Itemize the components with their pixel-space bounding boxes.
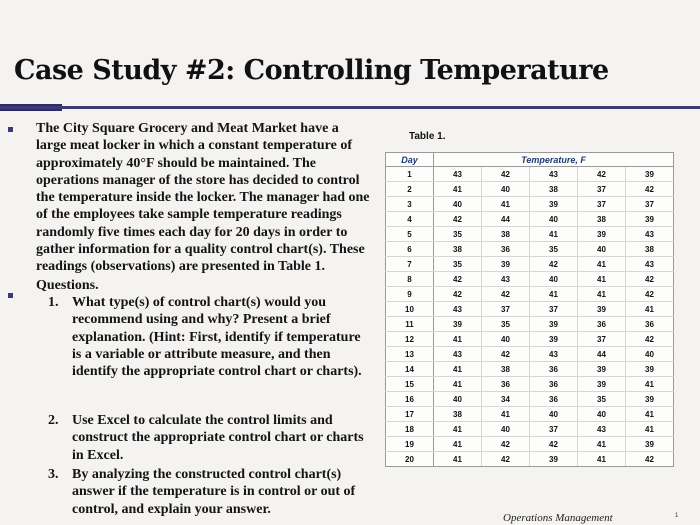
temperature-cell: 40	[578, 407, 626, 422]
question-number: 2.	[48, 413, 59, 428]
day-cell: 1	[386, 167, 434, 182]
temperature-cell: 39	[626, 167, 674, 182]
temperature-cell: 40	[482, 332, 530, 347]
question-text: What type(s) of control chart(s) would you recommend using and why? Present a brief explanation. (Hint: First, identify if temperature is a variable or attribute measure, and then identify the appropriate control chart or charts).	[72, 294, 362, 380]
temperature-cell: 37	[578, 197, 626, 212]
temperature-cell: 42	[434, 287, 482, 302]
temperature-cell: 42	[482, 437, 530, 452]
table-row	[386, 407, 674, 422]
day-cell: 20	[386, 452, 434, 467]
day-cell: 13	[386, 347, 434, 362]
temperature-cell: 39	[530, 332, 578, 347]
temperature-cell: 43	[434, 347, 482, 362]
temperature-cell: 39	[530, 197, 578, 212]
temperature-cell: 42	[626, 287, 674, 302]
temperature-cell: 41	[434, 422, 482, 437]
temperature-cell: 39	[530, 452, 578, 467]
table-row	[386, 227, 674, 242]
question-1	[36, 294, 371, 380]
day-cell: 18	[386, 422, 434, 437]
temperature-cell: 40	[434, 392, 482, 407]
temperature-cell: 42	[626, 272, 674, 287]
table-row	[386, 257, 674, 272]
temperature-cell: 36	[578, 317, 626, 332]
temperature-cell: 39	[578, 377, 626, 392]
table-row	[386, 302, 674, 317]
temperature-cell: 42	[530, 437, 578, 452]
table-row	[386, 167, 674, 182]
temperature-cell: 40	[434, 197, 482, 212]
question-number: 3.	[48, 467, 59, 482]
question-text: Use Excel to calculate the control limits and construct the appropriate control chart or charts in Excel.	[72, 413, 364, 463]
day-cell: 6	[386, 242, 434, 257]
temperature-cell: 42	[482, 287, 530, 302]
temperature-table	[385, 152, 674, 467]
day-cell: 17	[386, 407, 434, 422]
temperature-cell: 39	[578, 227, 626, 242]
day-cell: 10	[386, 302, 434, 317]
table-row	[386, 362, 674, 377]
table-row	[386, 332, 674, 347]
intro-paragraph: The City Square Grocery and Meat Market have a large meat locker in which a constant temperature of approximately 40°F should be maintained. The operations manager of the store has decided to control the temperature inside the locker. The manager had one of the employees take sample temperature readings randomly five times each day for 20 days in order to gather information for a quality control chart(s). These readings (observations) are presented in Table 1.	[36, 121, 370, 275]
questions-label: Questions.	[36, 277, 99, 293]
table-row	[386, 242, 674, 257]
temperature-cell: 39	[626, 362, 674, 377]
footer-text: Operations Management	[503, 512, 613, 524]
temperature-cell: 41	[530, 227, 578, 242]
temperature-cell: 36	[626, 317, 674, 332]
temperature-cell: 43	[434, 167, 482, 182]
question-number: 1.	[48, 294, 59, 310]
day-cell: 11	[386, 317, 434, 332]
temperature-cell: 37	[578, 182, 626, 197]
temperature-cell: 35	[482, 317, 530, 332]
question-2	[36, 412, 371, 464]
temperature-cell: 41	[434, 377, 482, 392]
table-row	[386, 287, 674, 302]
day-header: Day	[386, 153, 434, 167]
title-rule	[0, 106, 700, 109]
temperature-cell: 37	[530, 422, 578, 437]
temperature-cell: 41	[626, 407, 674, 422]
temperature-cell: 44	[482, 212, 530, 227]
day-cell: 3	[386, 197, 434, 212]
temperature-cell: 38	[626, 242, 674, 257]
temperature-cell: 39	[626, 392, 674, 407]
table-row	[386, 212, 674, 227]
temperature-cell: 37	[578, 332, 626, 347]
temperature-cell: 41	[578, 257, 626, 272]
temperature-cell: 37	[530, 302, 578, 317]
temperature-cell: 40	[578, 242, 626, 257]
temperature-cell: 36	[530, 362, 578, 377]
temperature-cell: 40	[530, 272, 578, 287]
bullet-icon	[8, 293, 13, 298]
temperature-cell: 42	[434, 272, 482, 287]
temperature-cell: 40	[482, 182, 530, 197]
bullet-icon	[8, 127, 13, 132]
day-cell: 7	[386, 257, 434, 272]
temperature-cell: 39	[578, 362, 626, 377]
temperature-cell: 41	[434, 437, 482, 452]
temperature-cell: 41	[482, 407, 530, 422]
temperature-cell: 44	[578, 347, 626, 362]
temperature-cell: 41	[434, 182, 482, 197]
table-row	[386, 437, 674, 452]
temperature-cell: 41	[578, 272, 626, 287]
temperature-cell: 35	[434, 227, 482, 242]
table-label: Table 1.	[409, 131, 446, 142]
temperature-cell: 38	[578, 212, 626, 227]
table-row	[386, 392, 674, 407]
temperature-cell: 37	[626, 197, 674, 212]
temperature-cell: 40	[530, 212, 578, 227]
day-cell: 2	[386, 182, 434, 197]
temperature-cell: 38	[530, 182, 578, 197]
temperature-cell: 36	[482, 377, 530, 392]
temperature-cell: 39	[626, 212, 674, 227]
day-cell: 16	[386, 392, 434, 407]
temperature-cell: 43	[482, 272, 530, 287]
temperature-cell: 40	[530, 407, 578, 422]
day-cell: 14	[386, 362, 434, 377]
temperature-cell: 42	[626, 182, 674, 197]
temperature-cell: 42	[434, 212, 482, 227]
temperature-cell: 41	[578, 437, 626, 452]
temperature-cell: 41	[434, 332, 482, 347]
temperature-cell: 39	[434, 317, 482, 332]
temperature-cell: 41	[578, 452, 626, 467]
temperature-cell: 43	[578, 422, 626, 437]
temperature-cell: 41	[626, 422, 674, 437]
temperature-cell: 42	[578, 167, 626, 182]
temperature-cell: 42	[626, 452, 674, 467]
temperature-cell: 35	[434, 257, 482, 272]
temperature-cell: 37	[482, 302, 530, 317]
day-cell: 4	[386, 212, 434, 227]
table-row	[386, 197, 674, 212]
temperature-cell: 35	[530, 242, 578, 257]
temperature-cell: 42	[530, 257, 578, 272]
table-row	[386, 422, 674, 437]
temperature-cell: 41	[578, 287, 626, 302]
temperature-cell: 35	[578, 392, 626, 407]
temperature-cell: 42	[482, 167, 530, 182]
question-3	[36, 466, 371, 518]
table-row	[386, 182, 674, 197]
day-cell: 12	[386, 332, 434, 347]
temperature-header: Temperature, F	[434, 153, 674, 167]
table-row	[386, 317, 674, 332]
slide-title: Case Study #2: Controlling Temperature	[14, 55, 609, 86]
temperature-cell: 41	[626, 377, 674, 392]
temperature-cell: 42	[482, 347, 530, 362]
temperature-cell: 39	[626, 437, 674, 452]
temperature-cell: 36	[482, 242, 530, 257]
table-row	[386, 377, 674, 392]
table-row	[386, 347, 674, 362]
question-text: By analyzing the constructed control chart(s) answer if the temperature is in control or out of control, and explain your answer.	[72, 467, 356, 517]
table-row	[386, 272, 674, 287]
day-cell: 15	[386, 377, 434, 392]
temperature-cell: 41	[434, 362, 482, 377]
temperature-cell: 42	[626, 332, 674, 347]
temperature-cell: 39	[530, 317, 578, 332]
temperature-cell: 41	[626, 302, 674, 317]
table-header-row	[386, 153, 674, 167]
temperature-cell: 43	[530, 167, 578, 182]
day-cell: 5	[386, 227, 434, 242]
table-row	[386, 452, 674, 467]
temperature-cell: 38	[482, 227, 530, 242]
temperature-cell: 34	[482, 392, 530, 407]
day-cell: 8	[386, 272, 434, 287]
temperature-cell: 43	[434, 302, 482, 317]
temperature-cell: 39	[578, 302, 626, 317]
temperature-cell: 41	[482, 197, 530, 212]
temperature-cell: 40	[626, 347, 674, 362]
day-cell: 9	[386, 287, 434, 302]
day-cell: 19	[386, 437, 434, 452]
temperature-cell: 36	[530, 392, 578, 407]
temperature-cell: 43	[530, 347, 578, 362]
temperature-cell: 41	[530, 287, 578, 302]
temperature-cell: 42	[482, 452, 530, 467]
temperature-cell: 43	[626, 227, 674, 242]
temperature-cell: 39	[482, 257, 530, 272]
temperature-cell: 41	[434, 452, 482, 467]
temperature-cell: 43	[626, 257, 674, 272]
temperature-cell: 36	[530, 377, 578, 392]
page-number: 1	[675, 513, 679, 519]
temperature-cell: 38	[434, 242, 482, 257]
temperature-cell: 38	[482, 362, 530, 377]
temperature-cell: 38	[434, 407, 482, 422]
temperature-cell: 40	[482, 422, 530, 437]
body-text	[36, 120, 371, 517]
